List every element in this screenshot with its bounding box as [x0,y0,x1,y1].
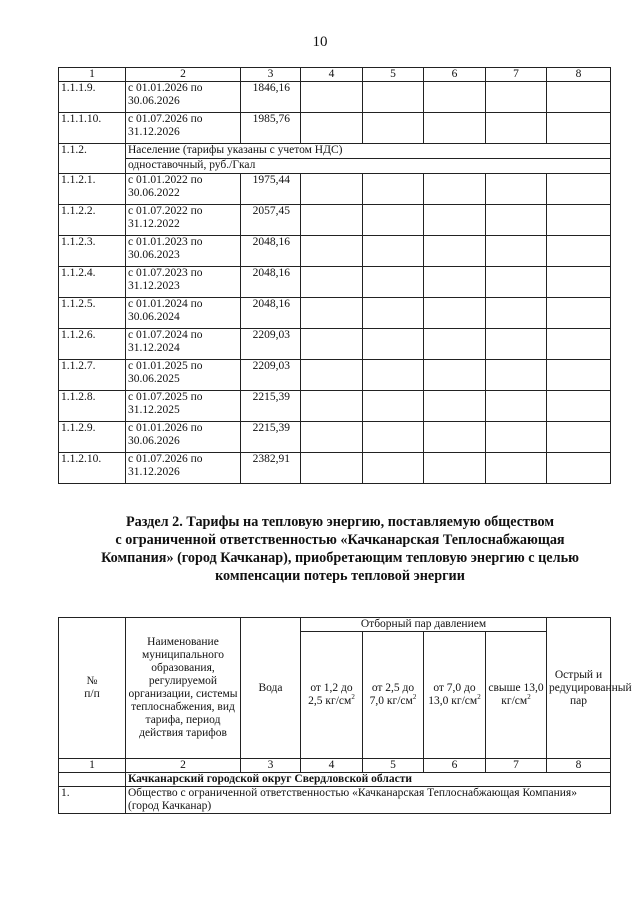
section-title-line: с ограниченной ответственностью «Качканарская Теплоснабжающая [115,532,565,548]
table-row [59,174,611,205]
table-row [59,267,611,298]
empty-cell [301,236,363,267]
table-row [59,391,611,422]
row-id: 1.1.2.6. [59,329,126,360]
column-number: 8 [547,68,611,82]
empty-cell [363,82,424,113]
row-value: 2382,91 [241,453,301,484]
section-2-table [58,617,632,814]
column-number: 2 [126,759,241,773]
row-id: 1.1.1.9. [59,82,126,113]
row-id: 1.1.2.3. [59,236,126,267]
empty-cell [547,113,611,144]
steam-col-header: от 1,2 до 2,5 $кг/см^2$ [301,632,363,759]
empty-cell [424,329,486,360]
empty-cell [486,82,547,113]
column-number: 3 [241,68,301,82]
org-id: 1. [59,787,126,814]
column-number: 7 [486,68,547,82]
row-period: с 01.01.2025 по 30.06.2025 [126,360,241,391]
empty-cell [363,236,424,267]
empty-cell [486,298,547,329]
col-name-header: Наименование муниципального образования, регулируемой организации, системы теплоснабжения, вид тарифа, период действия тарифов [126,618,241,759]
empty-cell [301,453,363,484]
empty-cell [424,236,486,267]
empty-cell [301,422,363,453]
row-period: с 01.07.2026 по 31.12.2026 [126,453,241,484]
column-number: 4 [301,68,363,82]
section-title-line: компенсации потерь тепловой энергии [215,568,465,584]
row-period: с 01.01.2026 по 30.06.2026 [126,422,241,453]
steam-col-header: от 7,0 до 13,0 $кг/см^2$ [424,632,486,759]
row-period: с 01.01.2023 по 30.06.2023 [126,236,241,267]
org-name: Общество с ограниченной ответственностью «Качканарская Теплоснабжающая Компания» (город Качканар) [126,787,611,814]
empty-cell [547,267,611,298]
empty-cell [547,298,611,329]
empty-cell [301,113,363,144]
table-row [59,205,611,236]
empty-cell [486,236,547,267]
row-id: 1.1.1.10. [59,113,126,144]
page-number: 10 [312,34,328,50]
empty-cell [363,329,424,360]
empty-cell [486,422,547,453]
column-number: 8 [547,759,611,773]
table-row [59,82,611,113]
row-value: 2209,03 [241,360,301,391]
column-number: 5 [363,759,424,773]
empty-cell [301,82,363,113]
tariff-table-continued [58,67,611,484]
row-value: 2215,39 [241,391,301,422]
region-row: Качканарский городской округ Свердловской области [126,773,611,787]
row-period: с 01.01.2024 по 30.06.2024 [126,298,241,329]
table-row [59,453,611,484]
empty-cell [486,391,547,422]
row-id: 1.1.2.10. [59,453,126,484]
row-id: 1.1.2.9. [59,422,126,453]
table-row [59,422,611,453]
row-period: с 01.01.2026 по 30.06.2026 [126,82,241,113]
empty-cell [486,267,547,298]
empty-cell [547,174,611,205]
column-number: 6 [424,759,486,773]
empty-cell [301,174,363,205]
table-row [59,329,611,360]
empty-cell [301,205,363,236]
row-value: 2048,16 [241,298,301,329]
empty-cell [301,329,363,360]
empty-cell [301,391,363,422]
table-row [59,360,611,391]
empty-cell [547,205,611,236]
column-number: 2 [126,68,241,82]
empty-cell [424,298,486,329]
steam-col-header: от 2,5 до 7,0 $кг/см^2$ [363,632,424,759]
row-value: 1846,16 [241,82,301,113]
empty-cell [424,453,486,484]
column-number: 4 [301,759,363,773]
empty-cell [363,205,424,236]
row-period: с 01.07.2025 по 31.12.2025 [126,391,241,422]
empty-cell [363,267,424,298]
empty-cell [363,174,424,205]
row-period: с 01.07.2026 по 31.12.2026 [126,113,241,144]
row-id: 1.1.2.4. [59,267,126,298]
group-title: Население (тарифы указаны с учетом НДС) [126,144,611,159]
table-row [59,298,611,329]
section-title-line: Компания» (город Качканар), приобретающим тепловую энергию с целью [101,550,579,566]
empty-cell [486,453,547,484]
row-value: 2215,39 [241,422,301,453]
section-2-title [60,513,620,585]
table-row [59,113,611,144]
group-id: 1.1.2. [59,144,126,174]
empty-cell [486,174,547,205]
row-value: 2048,16 [241,267,301,298]
empty-cell [547,236,611,267]
col-water-header: Вода [241,618,301,759]
empty-cell [301,360,363,391]
empty-cell [363,391,424,422]
empty-cell [59,773,126,787]
empty-cell [547,360,611,391]
column-number: 1 [59,68,126,82]
empty-cell [424,360,486,391]
empty-cell [486,205,547,236]
empty-cell [363,360,424,391]
empty-cell [363,113,424,144]
column-number: 7 [486,759,547,773]
row-value: 1975,44 [241,174,301,205]
empty-cell [363,422,424,453]
column-number: 3 [241,759,301,773]
row-value: 2057,45 [241,205,301,236]
row-period: с 01.07.2024 по 31.12.2024 [126,329,241,360]
row-period: с 01.07.2023 по 31.12.2023 [126,267,241,298]
empty-cell [424,205,486,236]
empty-cell [424,267,486,298]
steam-col-header: свыше 13,0 $кг/см^2$ [486,632,547,759]
empty-cell [301,267,363,298]
row-period: с 01.01.2022 по 30.06.2022 [126,174,241,205]
col-number-header: № п/п [59,618,126,759]
empty-cell [424,82,486,113]
group-subtitle: одноставочный, руб./Гкал [126,159,611,174]
empty-cell [424,113,486,144]
row-id: 1.1.2.1. [59,174,126,205]
col-sharp-steam-header: Острый и редуцированный пар [547,618,611,759]
row-value: 2209,03 [241,329,301,360]
row-value: 2048,16 [241,236,301,267]
table-row [59,236,611,267]
empty-cell [424,174,486,205]
column-number: 6 [424,68,486,82]
steam-group-header: Отборный пар давлением [301,618,547,632]
section-title-line: Раздел 2. Тарифы на тепловую энергию, поставляемую обществом [125,514,555,530]
empty-cell [547,329,611,360]
row-value: 1985,76 [241,113,301,144]
empty-cell [424,422,486,453]
row-id: 1.1.2.2. [59,205,126,236]
column-number: 5 [363,68,424,82]
empty-cell [486,360,547,391]
column-number: 1 [59,759,126,773]
empty-cell [547,391,611,422]
row-id: 1.1.2.8. [59,391,126,422]
empty-cell [547,422,611,453]
empty-cell [486,113,547,144]
row-period: с 01.07.2022 по 31.12.2022 [126,205,241,236]
empty-cell [547,82,611,113]
empty-cell [424,391,486,422]
empty-cell [363,453,424,484]
row-id: 1.1.2.7. [59,360,126,391]
empty-cell [363,298,424,329]
empty-cell [486,329,547,360]
empty-cell [301,298,363,329]
empty-cell [547,453,611,484]
row-id: 1.1.2.5. [59,298,126,329]
